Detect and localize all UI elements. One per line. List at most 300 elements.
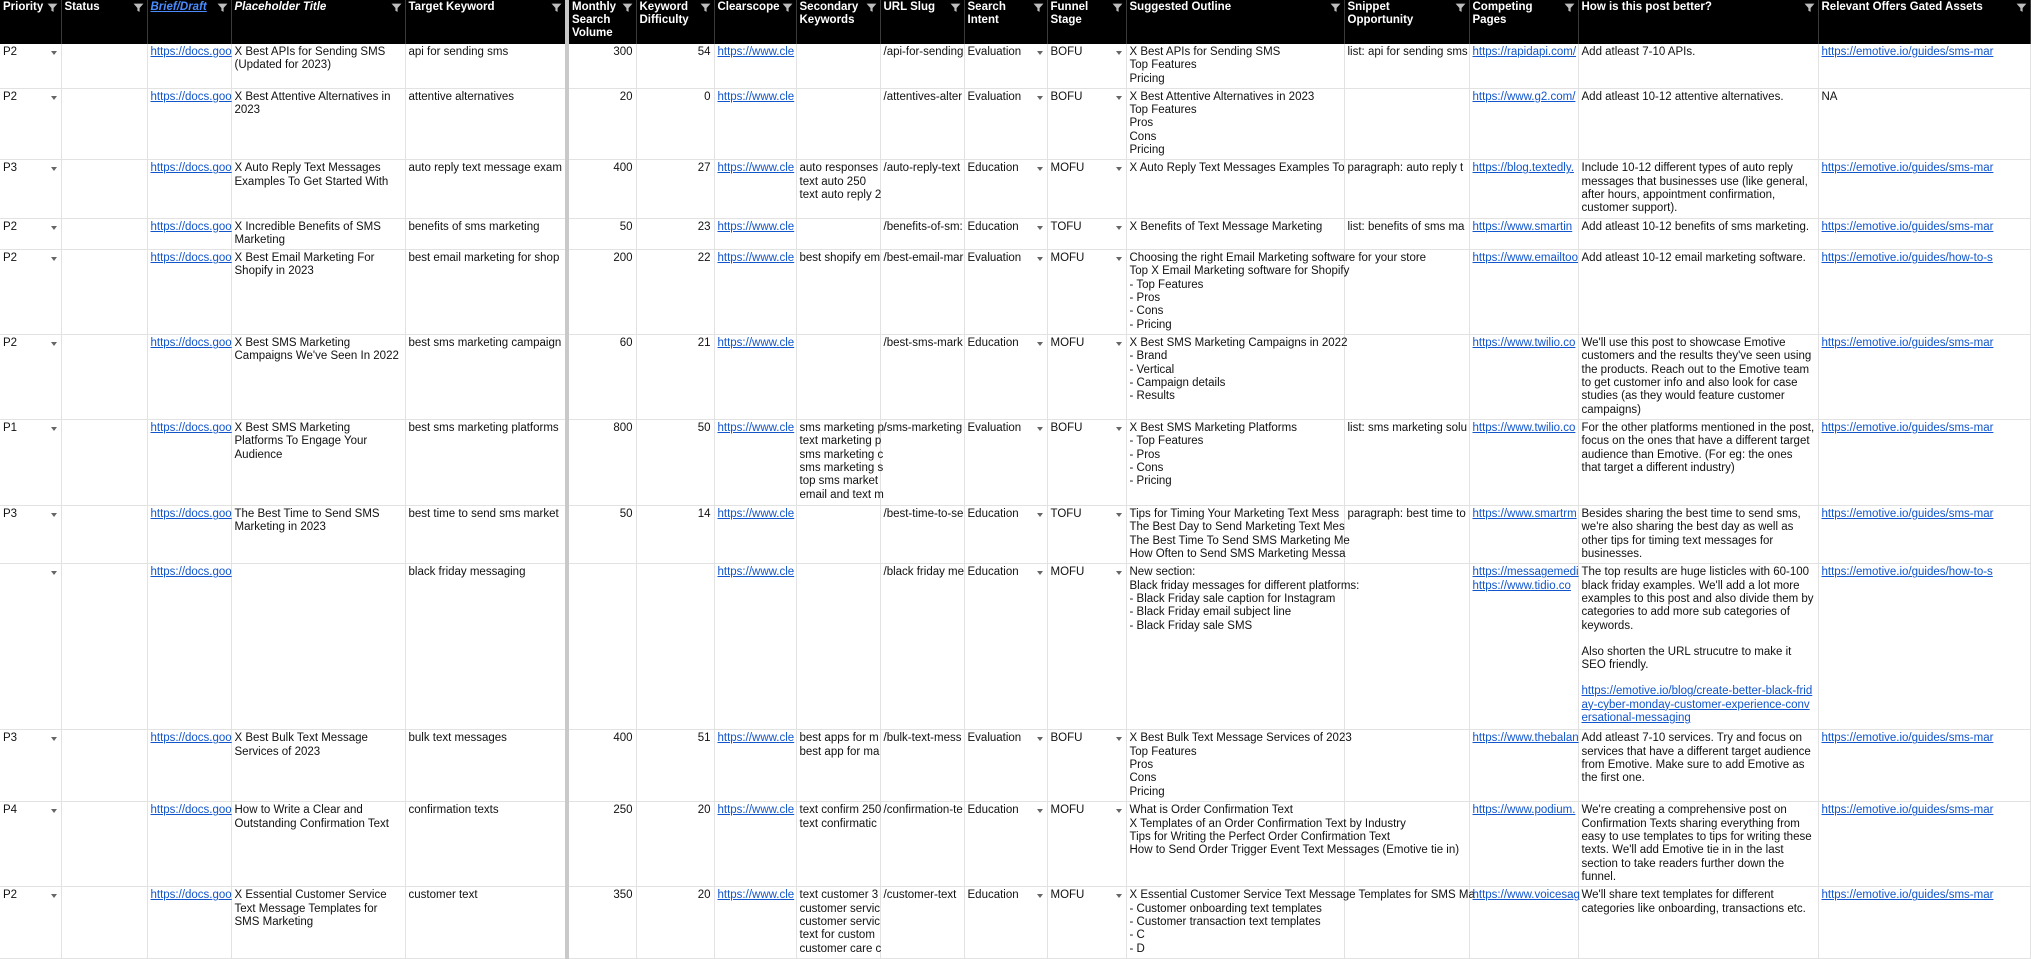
- cell-line[interactable]: https://messagemedi: [1472, 566, 1579, 579]
- priority-cell[interactable]: [0, 88, 61, 159]
- snippet-cell[interactable]: [1344, 730, 1469, 802]
- difficulty-cell[interactable]: [636, 44, 714, 88]
- status-cell[interactable]: [61, 802, 147, 887]
- difficulty-cell[interactable]: [636, 564, 714, 730]
- difficulty-cell[interactable]: [636, 420, 714, 506]
- funnel-stage-cell[interactable]: [1047, 564, 1126, 730]
- priority-cell[interactable]: [0, 44, 61, 88]
- relevant-offers-cell[interactable]: [1818, 506, 2030, 564]
- volume-cell[interactable]: [567, 564, 636, 730]
- filter-icon[interactable]: [2016, 2, 2027, 13]
- post-better-cell[interactable]: [1578, 802, 1818, 887]
- brief-link[interactable]: https://docs.goo: [150, 162, 232, 175]
- title-cell[interactable]: [231, 88, 405, 159]
- status-cell[interactable]: [61, 160, 147, 218]
- filter-icon[interactable]: [866, 2, 877, 13]
- relevant-offers-cell[interactable]: [1818, 564, 2030, 730]
- dropdown-chevron-icon[interactable]: [1116, 257, 1122, 261]
- relevant-offers-cell[interactable]: [1818, 88, 2030, 159]
- brief-link[interactable]: https://docs.goo: [150, 422, 232, 435]
- cell-line[interactable]: https://www.thebalan: [1472, 732, 1579, 745]
- cell-line[interactable]: https://www.podium.: [1472, 804, 1576, 817]
- clearscope-link[interactable]: https://www.cle: [717, 220, 795, 233]
- brief-cell[interactable]: [147, 88, 231, 159]
- priority-cell[interactable]: [0, 887, 61, 958]
- title-cell[interactable]: [231, 564, 405, 730]
- competing-pages-cell[interactable]: [1469, 887, 1578, 958]
- suggested-outline-cell[interactable]: [1126, 250, 1427, 335]
- relevant-offer[interactable]: https://emotive.io/guides/sms-mar: [1821, 422, 1994, 435]
- url-slug-cell[interactable]: [880, 44, 964, 88]
- dropdown-chevron-icon[interactable]: [1037, 737, 1043, 741]
- suggested-outline-cell[interactable]: [1126, 564, 1360, 730]
- competing-pages-cell[interactable]: [1469, 730, 1578, 802]
- brief-cell[interactable]: [147, 802, 231, 887]
- column-header-brief[interactable]: [147, 0, 231, 44]
- brief-link[interactable]: https://docs.goo: [150, 508, 232, 521]
- suggested-outline-cell[interactable]: [1126, 44, 1344, 88]
- relevant-offer[interactable]: https://emotive.io/guides/sms-mar: [1821, 46, 1994, 58]
- column-header-better[interactable]: [1578, 0, 1818, 44]
- suggested-outline-cell[interactable]: [1126, 218, 1344, 250]
- snippet-cell[interactable]: [1344, 506, 1469, 564]
- search-intent-cell[interactable]: [964, 802, 1047, 887]
- relevant-offer[interactable]: https://emotive.io/guides/sms-mar: [1821, 508, 1994, 521]
- brief-cell[interactable]: [147, 335, 231, 420]
- url-slug-cell[interactable]: [880, 564, 964, 730]
- search-intent-cell[interactable]: [964, 218, 1047, 250]
- dropdown-chevron-icon[interactable]: [51, 427, 57, 431]
- column-header-status[interactable]: [61, 0, 147, 44]
- title-cell[interactable]: [231, 802, 405, 887]
- brief-cell[interactable]: [147, 420, 231, 506]
- keyword-cell[interactable]: [405, 160, 567, 218]
- column-header-secondary[interactable]: [796, 0, 880, 44]
- filter-icon[interactable]: [1455, 2, 1466, 13]
- filter-icon[interactable]: [1564, 2, 1575, 13]
- relevant-offers-cell[interactable]: [1818, 802, 2030, 887]
- relevant-offer[interactable]: https://emotive.io/guides/how-to-s: [1821, 252, 1993, 265]
- funnel-stage-cell[interactable]: [1047, 420, 1126, 506]
- search-intent-cell[interactable]: [964, 250, 1047, 335]
- priority-cell[interactable]: [0, 730, 61, 802]
- difficulty-cell[interactable]: [636, 250, 714, 335]
- difficulty-cell[interactable]: [636, 506, 714, 564]
- brief-cell[interactable]: [147, 218, 231, 250]
- clearscope-cell[interactable]: [714, 802, 796, 887]
- clearscope-cell[interactable]: [714, 88, 796, 159]
- priority-cell[interactable]: [0, 160, 61, 218]
- secondary-keywords-cell[interactable]: [796, 250, 880, 335]
- keyword-cell[interactable]: [405, 564, 567, 730]
- clearscope-link[interactable]: https://www.cle: [717, 422, 795, 435]
- volume-cell[interactable]: [567, 730, 636, 802]
- url-slug-cell[interactable]: [880, 802, 964, 887]
- clearscope-link[interactable]: https://www.cle: [717, 252, 795, 265]
- relevant-offers-cell[interactable]: [1818, 335, 2030, 420]
- filter-icon[interactable]: [950, 2, 961, 13]
- volume-cell[interactable]: [567, 420, 636, 506]
- suggested-outline-cell[interactable]: [1126, 420, 1344, 506]
- priority-cell[interactable]: [0, 250, 61, 335]
- status-cell[interactable]: [61, 44, 147, 88]
- cell-line[interactable]: https://www.voicesag: [1472, 889, 1580, 902]
- secondary-keywords-cell[interactable]: [796, 730, 880, 802]
- dropdown-chevron-icon[interactable]: [1037, 513, 1043, 517]
- clearscope-cell[interactable]: [714, 506, 796, 564]
- funnel-stage-cell[interactable]: [1047, 802, 1126, 887]
- volume-cell[interactable]: [567, 802, 636, 887]
- difficulty-cell[interactable]: [636, 335, 714, 420]
- column-header-offers[interactable]: [1818, 0, 2030, 44]
- url-slug-cell[interactable]: [880, 730, 964, 802]
- snippet-cell[interactable]: [1344, 218, 1469, 250]
- keyword-cell[interactable]: [405, 887, 567, 958]
- brief-link[interactable]: https://docs.goo: [150, 804, 232, 817]
- filter-icon[interactable]: [391, 2, 402, 13]
- dropdown-chevron-icon[interactable]: [1037, 51, 1043, 55]
- keyword-cell[interactable]: [405, 88, 567, 159]
- difficulty-cell[interactable]: [636, 88, 714, 159]
- brief-cell[interactable]: [147, 160, 231, 218]
- post-better-cell[interactable]: [1578, 730, 1818, 802]
- clearscope-link[interactable]: https://www.cle: [717, 566, 795, 579]
- cell-line[interactable]: https://www.g2.com/: [1472, 90, 1576, 103]
- volume-cell[interactable]: [567, 44, 636, 88]
- column-header-outline[interactable]: [1126, 0, 1344, 44]
- title-cell[interactable]: [231, 44, 405, 88]
- clearscope-cell[interactable]: [714, 44, 796, 88]
- brief-link[interactable]: https://docs.goo: [150, 46, 232, 58]
- search-intent-cell[interactable]: [964, 730, 1047, 802]
- secondary-keywords-cell[interactable]: [796, 160, 880, 218]
- url-slug-cell[interactable]: [880, 160, 964, 218]
- dropdown-chevron-icon[interactable]: [1037, 894, 1043, 898]
- cell-line[interactable]: https://www.twilio.co: [1472, 422, 1576, 435]
- url-slug-cell[interactable]: [880, 250, 964, 335]
- keyword-cell[interactable]: [405, 802, 567, 887]
- priority-cell[interactable]: [0, 564, 61, 730]
- dropdown-chevron-icon[interactable]: [51, 513, 57, 517]
- url-slug-cell[interactable]: [880, 218, 964, 250]
- dropdown-chevron-icon[interactable]: [1116, 737, 1122, 741]
- relevant-offers-cell[interactable]: [1818, 218, 2030, 250]
- competing-pages-cell[interactable]: [1469, 218, 1578, 250]
- clearscope-cell[interactable]: [714, 250, 796, 335]
- dropdown-chevron-icon[interactable]: [51, 571, 57, 575]
- funnel-stage-cell[interactable]: [1047, 160, 1126, 218]
- status-cell[interactable]: [61, 564, 147, 730]
- clearscope-cell[interactable]: [714, 335, 796, 420]
- post-better-cell[interactable]: [1578, 564, 1818, 730]
- dropdown-chevron-icon[interactable]: [51, 226, 57, 230]
- dropdown-chevron-icon[interactable]: [51, 342, 57, 346]
- dropdown-chevron-icon[interactable]: [1116, 342, 1122, 346]
- clearscope-cell[interactable]: [714, 730, 796, 802]
- relevant-offers-cell[interactable]: [1818, 730, 2030, 802]
- filter-icon[interactable]: [217, 2, 228, 13]
- relevant-offers-cell[interactable]: [1818, 160, 2030, 218]
- funnel-stage-cell[interactable]: [1047, 506, 1126, 564]
- secondary-keywords-cell[interactable]: [796, 506, 880, 564]
- relevant-offers-cell[interactable]: [1818, 250, 2030, 335]
- funnel-stage-cell[interactable]: [1047, 250, 1126, 335]
- url-slug-cell[interactable]: [880, 420, 964, 506]
- difficulty-cell[interactable]: [636, 730, 714, 802]
- column-header-funnel[interactable]: [1047, 0, 1126, 44]
- keyword-cell[interactable]: [405, 218, 567, 250]
- volume-cell[interactable]: [567, 335, 636, 420]
- column-header-volume[interactable]: [567, 0, 636, 44]
- url-slug-cell[interactable]: [880, 335, 964, 420]
- cell-line[interactable]: https://www.smartrm: [1472, 508, 1577, 521]
- dropdown-chevron-icon[interactable]: [51, 737, 57, 741]
- dropdown-chevron-icon[interactable]: [1037, 226, 1043, 230]
- keyword-cell[interactable]: [405, 44, 567, 88]
- status-cell[interactable]: [61, 218, 147, 250]
- competing-pages-cell[interactable]: [1469, 250, 1578, 335]
- difficulty-cell[interactable]: [636, 160, 714, 218]
- column-header-clearscope[interactable]: [714, 0, 796, 44]
- status-cell[interactable]: [61, 335, 147, 420]
- snippet-cell[interactable]: [1344, 160, 1469, 218]
- column-header-intent[interactable]: [964, 0, 1047, 44]
- relevant-offer[interactable]: https://emotive.io/guides/how-to-s: [1821, 566, 1993, 579]
- funnel-stage-cell[interactable]: [1047, 730, 1126, 802]
- clearscope-link[interactable]: https://www.cle: [717, 90, 795, 103]
- funnel-stage-cell[interactable]: [1047, 218, 1126, 250]
- search-intent-cell[interactable]: [964, 564, 1047, 730]
- clearscope-link[interactable]: https://www.cle: [717, 162, 795, 175]
- column-header-keyword[interactable]: [405, 0, 567, 44]
- keyword-cell[interactable]: [405, 250, 567, 335]
- difficulty-cell[interactable]: [636, 887, 714, 958]
- suggested-outline-cell[interactable]: [1126, 730, 1352, 802]
- cell-line[interactable]: https://www.twilio.co: [1472, 337, 1576, 350]
- dropdown-chevron-icon[interactable]: [1037, 96, 1043, 100]
- dropdown-chevron-icon[interactable]: [51, 167, 57, 171]
- relevant-offer[interactable]: https://emotive.io/guides/sms-mar: [1821, 889, 1994, 902]
- secondary-keywords-cell[interactable]: [796, 420, 884, 506]
- dropdown-chevron-icon[interactable]: [51, 51, 57, 55]
- relevant-offers-cell[interactable]: [1818, 44, 2030, 88]
- brief-link[interactable]: https://docs.goo: [150, 220, 232, 233]
- volume-cell[interactable]: [567, 250, 636, 335]
- secondary-keywords-cell[interactable]: [796, 218, 880, 250]
- filter-icon[interactable]: [1330, 2, 1341, 13]
- filter-icon[interactable]: [47, 2, 58, 13]
- column-header-snippet[interactable]: [1344, 0, 1469, 44]
- dropdown-chevron-icon[interactable]: [1116, 427, 1122, 431]
- priority-cell[interactable]: [0, 218, 61, 250]
- clearscope-cell[interactable]: [714, 887, 796, 958]
- clearscope-link[interactable]: https://www.cle: [717, 889, 795, 902]
- relevant-offer[interactable]: https://emotive.io/guides/sms-mar: [1821, 337, 1994, 350]
- brief-link[interactable]: https://docs.goo: [150, 252, 232, 265]
- snippet-cell[interactable]: [1344, 564, 1469, 730]
- clearscope-cell[interactable]: [714, 160, 796, 218]
- title-cell[interactable]: [231, 160, 405, 218]
- filter-icon[interactable]: [700, 2, 711, 13]
- brief-cell[interactable]: [147, 250, 231, 335]
- secondary-keywords-cell[interactable]: [796, 802, 880, 887]
- cell-line[interactable]: https://rapidapi.com/: [1472, 46, 1577, 58]
- dropdown-chevron-icon[interactable]: [1116, 809, 1122, 813]
- status-cell[interactable]: [61, 88, 147, 159]
- relevant-offers-cell[interactable]: [1818, 420, 2030, 506]
- keyword-cell[interactable]: [405, 335, 567, 420]
- dropdown-chevron-icon[interactable]: [1037, 571, 1043, 575]
- relevant-offer[interactable]: https://emotive.io/guides/sms-mar: [1821, 162, 1994, 175]
- suggested-outline-cell[interactable]: [1126, 88, 1344, 159]
- filter-icon[interactable]: [551, 2, 562, 13]
- brief-cell[interactable]: [147, 506, 231, 564]
- status-cell[interactable]: [61, 730, 147, 802]
- funnel-stage-cell[interactable]: [1047, 88, 1126, 159]
- keyword-cell[interactable]: [405, 506, 567, 564]
- competing-pages-cell[interactable]: [1469, 506, 1578, 564]
- competing-pages-cell[interactable]: [1469, 335, 1578, 420]
- dropdown-chevron-icon[interactable]: [51, 96, 57, 100]
- snippet-cell[interactable]: [1344, 88, 1469, 159]
- clearscope-link[interactable]: https://www.cle: [717, 732, 795, 745]
- dropdown-chevron-icon[interactable]: [1037, 167, 1043, 171]
- clearscope-cell[interactable]: [714, 420, 796, 506]
- competing-pages-cell[interactable]: [1469, 802, 1578, 887]
- url-slug-cell[interactable]: [880, 88, 964, 159]
- dropdown-chevron-icon[interactable]: [1116, 894, 1122, 898]
- title-cell[interactable]: [231, 250, 405, 335]
- clearscope-link[interactable]: https://www.cle: [717, 337, 795, 350]
- priority-cell[interactable]: [0, 506, 61, 564]
- priority-cell[interactable]: [0, 420, 61, 506]
- filter-icon[interactable]: [1112, 2, 1123, 13]
- clearscope-link[interactable]: https://www.cle: [717, 46, 795, 58]
- dropdown-chevron-icon[interactable]: [1116, 51, 1122, 55]
- search-intent-cell[interactable]: [964, 887, 1047, 958]
- filter-icon[interactable]: [622, 2, 633, 13]
- volume-cell[interactable]: [567, 887, 636, 958]
- column-header-difficulty[interactable]: [636, 0, 714, 44]
- title-cell[interactable]: [231, 887, 405, 958]
- volume-cell[interactable]: [567, 218, 636, 250]
- search-intent-cell[interactable]: [964, 44, 1047, 88]
- search-intent-cell[interactable]: [964, 160, 1047, 218]
- title-cell[interactable]: [231, 420, 405, 506]
- competing-pages-cell[interactable]: [1469, 160, 1578, 218]
- dropdown-chevron-icon[interactable]: [1116, 513, 1122, 517]
- competing-pages-cell[interactable]: [1469, 420, 1578, 506]
- volume-cell[interactable]: [567, 506, 636, 564]
- relevant-offer[interactable]: https://emotive.io/guides/sms-mar: [1821, 732, 1994, 745]
- cell-line[interactable]: https://www.emailtoo: [1472, 252, 1578, 265]
- status-cell[interactable]: [61, 506, 147, 564]
- volume-cell[interactable]: [567, 88, 636, 159]
- search-intent-cell[interactable]: [964, 88, 1047, 159]
- suggested-outline-cell[interactable]: [1126, 160, 1344, 218]
- suggested-outline-cell[interactable]: [1126, 802, 1460, 887]
- dropdown-chevron-icon[interactable]: [51, 894, 57, 898]
- cell-line[interactable]: https://blog.textedly.: [1472, 162, 1574, 175]
- post-better-cell[interactable]: [1578, 887, 1818, 958]
- snippet-cell[interactable]: [1344, 44, 1469, 88]
- post-better-cell[interactable]: [1578, 506, 1818, 564]
- volume-cell[interactable]: [567, 160, 636, 218]
- post-better-cell[interactable]: [1578, 420, 1818, 506]
- status-cell[interactable]: [61, 420, 147, 506]
- column-header-slug[interactable]: [880, 0, 964, 44]
- title-cell[interactable]: [231, 730, 405, 802]
- suggested-outline-cell[interactable]: [1126, 335, 1348, 420]
- brief-cell[interactable]: [147, 44, 231, 88]
- search-intent-cell[interactable]: [964, 506, 1047, 564]
- dropdown-chevron-icon[interactable]: [1116, 96, 1122, 100]
- keyword-cell[interactable]: [405, 730, 567, 802]
- suggested-outline-cell[interactable]: [1126, 506, 1350, 564]
- dropdown-chevron-icon[interactable]: [1116, 167, 1122, 171]
- dropdown-chevron-icon[interactable]: [51, 809, 57, 813]
- title-cell[interactable]: [231, 506, 405, 564]
- brief-link[interactable]: https://docs.goo: [150, 337, 232, 350]
- keyword-cell[interactable]: [405, 420, 567, 506]
- dropdown-chevron-icon[interactable]: [1037, 427, 1043, 431]
- search-intent-cell[interactable]: [964, 420, 1047, 506]
- funnel-stage-cell[interactable]: [1047, 44, 1126, 88]
- priority-cell[interactable]: [0, 802, 61, 887]
- post-better-cell[interactable]: [1578, 44, 1818, 88]
- brief-link[interactable]: https://docs.goo: [150, 90, 232, 103]
- difficulty-cell[interactable]: [636, 218, 714, 250]
- funnel-stage-cell[interactable]: [1047, 887, 1126, 958]
- title-cell[interactable]: [231, 218, 405, 250]
- dropdown-chevron-icon[interactable]: [1116, 571, 1122, 575]
- filter-icon[interactable]: [1033, 2, 1044, 13]
- clearscope-link[interactable]: https://www.cle: [717, 804, 795, 817]
- search-intent-cell[interactable]: [964, 335, 1047, 420]
- funnel-stage-cell[interactable]: [1047, 335, 1126, 420]
- competing-pages-cell[interactable]: [1469, 44, 1578, 88]
- filter-icon[interactable]: [133, 2, 144, 13]
- dropdown-chevron-icon[interactable]: [1116, 226, 1122, 230]
- post-better-link[interactable]: https://emotive.io/blog/create-better-black-friday-cyber-monday-customer-experience-conversational-messaging: [1581, 685, 1813, 725]
- clearscope-link[interactable]: https://www.cle: [717, 508, 795, 521]
- column-header-title[interactable]: [231, 0, 405, 44]
- brief-link[interactable]: https://docs.goo: [150, 732, 232, 745]
- secondary-keywords-cell[interactable]: [796, 335, 880, 420]
- url-slug-cell[interactable]: [880, 887, 964, 958]
- difficulty-cell[interactable]: [636, 802, 714, 887]
- dropdown-chevron-icon[interactable]: [51, 257, 57, 261]
- secondary-keywords-cell[interactable]: [796, 44, 880, 88]
- brief-link[interactable]: https://docs.goo: [150, 889, 232, 902]
- clearscope-cell[interactable]: [714, 218, 796, 250]
- secondary-keywords-cell[interactable]: [796, 88, 880, 159]
- cell-line[interactable]: https://www.smartin: [1472, 220, 1573, 233]
- post-better-cell[interactable]: [1578, 335, 1818, 420]
- url-slug-cell[interactable]: [880, 506, 964, 564]
- relevant-offer[interactable]: https://emotive.io/guides/sms-mar: [1821, 220, 1994, 233]
- cell-line[interactable]: https://www.tidio.co: [1472, 579, 1571, 592]
- post-better-cell[interactable]: [1578, 88, 1818, 159]
- filter-icon[interactable]: [782, 2, 793, 13]
- status-cell[interactable]: [61, 250, 147, 335]
- post-better-cell[interactable]: [1578, 160, 1818, 218]
- relevant-offers-cell[interactable]: [1818, 887, 2030, 958]
- suggested-outline-cell[interactable]: [1126, 887, 1475, 958]
- filter-icon[interactable]: [1804, 2, 1815, 13]
- competing-pages-cell[interactable]: [1469, 88, 1578, 159]
- competing-pages-cell[interactable]: [1469, 564, 1578, 730]
